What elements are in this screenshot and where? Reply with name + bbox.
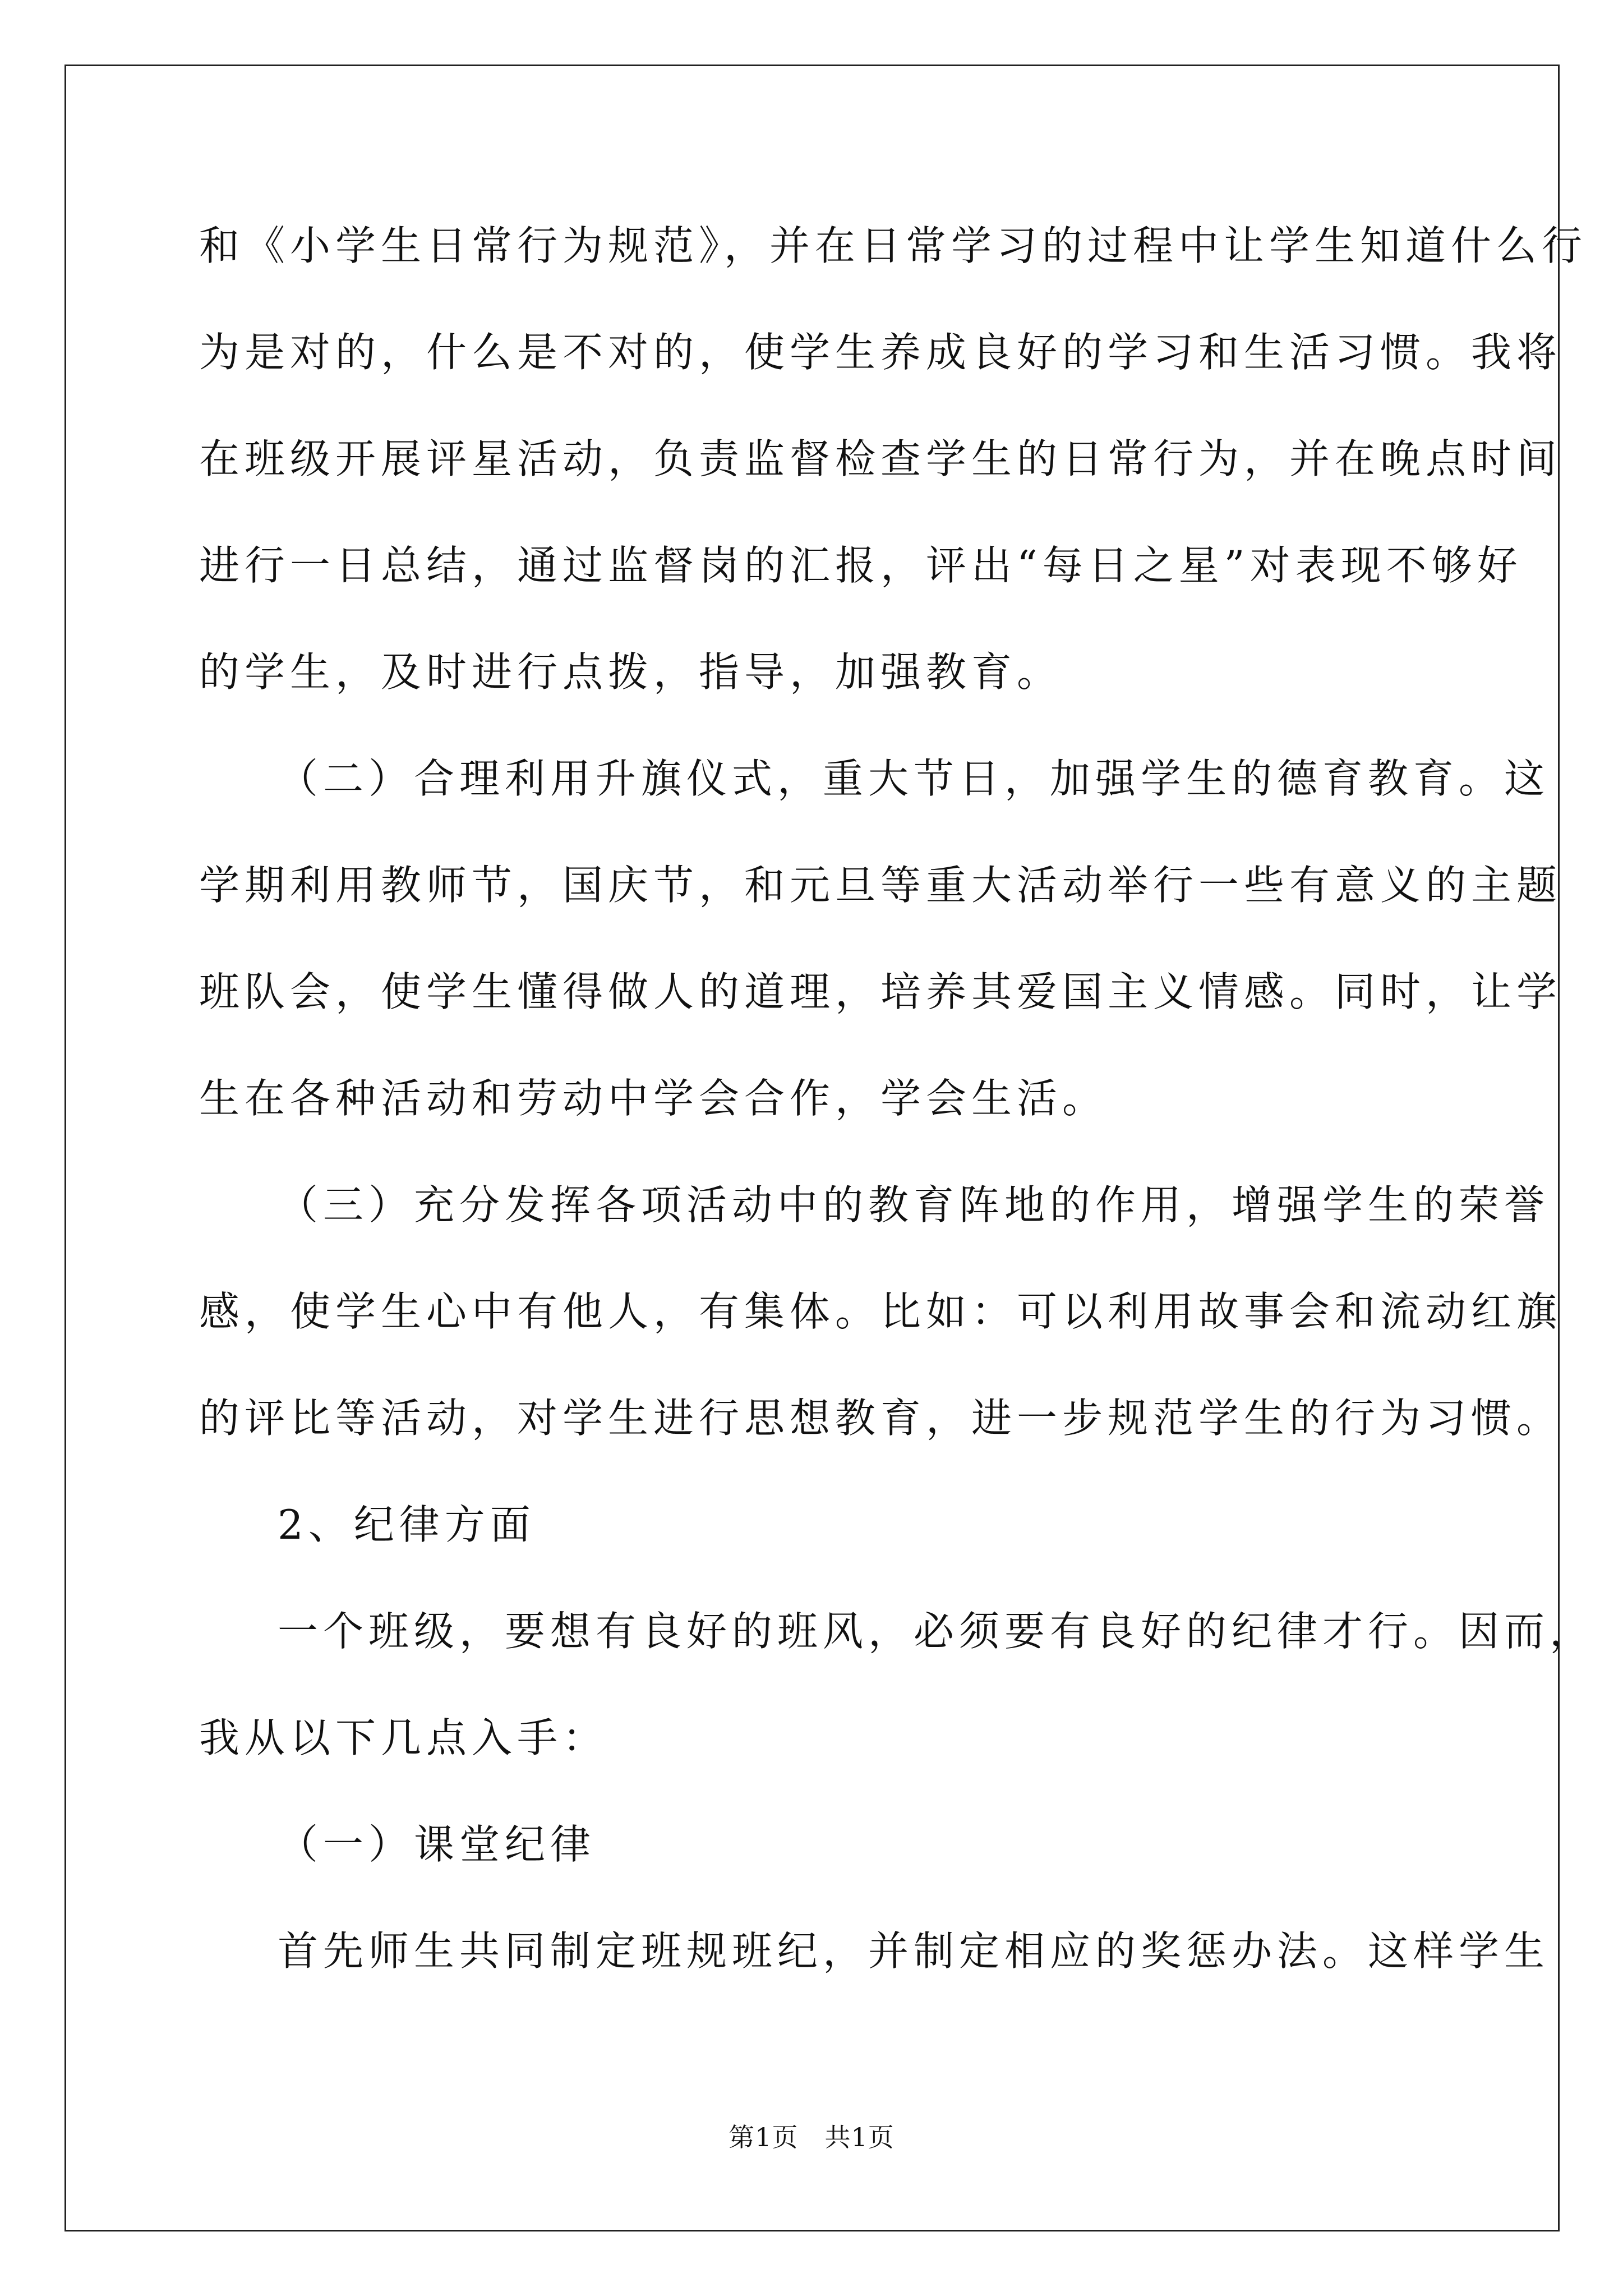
text-line-12: 的评比等活动，对学生进行思想教育，进一步规范学生的行为习惯。 [199, 1395, 1562, 1442]
text-line-17: 首先师生共同制定班规班纪，并制定相应的奖惩办法。这样学生 [278, 1927, 1550, 1975]
page-number-current: 第1页 [728, 2122, 799, 2152]
page-footer [0, 2120, 1623, 2154]
text-line-9: 生在各种活动和劳动中学会合作，学会生活。 [199, 1075, 1108, 1122]
page-border [64, 65, 1560, 2231]
text-line-6: （二）合理利用升旗仪式，重大节日，加强学生的德育教育。这 [278, 755, 1550, 802]
text-line-1: 和《小学生日常行为规范》，并在日常学习的过程中让学生知道什么行 [199, 222, 1588, 269]
text-line-7: 学期利用教师节，国庆节，和元旦等重大活动举行一些有意义的主题 [199, 862, 1562, 909]
text-line-2: 为是对的，什么是不对的，使学生养成良好的学习和生活习惯。我将 [199, 329, 1562, 376]
text-line-8: 班队会，使学生懂得做人的道理，培养其爱国主义情感。同时，让学 [199, 968, 1562, 1015]
text-line-10: （三）充分发挥各项活动中的教育阵地的作用，增强学生的荣誉 [278, 1181, 1550, 1228]
text-line-11: 感，使学生心中有他人，有集体。比如：可以利用故事会和流动红旗 [199, 1288, 1562, 1335]
section-heading-discipline: 2、纪律方面 [278, 1501, 536, 1548]
text-line-4: 进行一日总结，通过监督岗的汇报，评出“每日之星”对表现不够好 [199, 542, 1523, 589]
page-number-total: 共1页 [824, 2122, 895, 2152]
text-line-15: 我从以下几点入手： [199, 1714, 608, 1761]
text-line-3: 在班级开展评星活动，负责监督检查学生的日常行为，并在晚点时间 [199, 435, 1562, 482]
text-line-5: 的学生，及时进行点拨，指导，加强教育。 [199, 648, 1063, 696]
subheading-classroom-discipline: （一）课堂纪律 [278, 1821, 596, 1868]
text-line-14: 一个班级，要想有良好的班风，必须要有良好的纪律才行。因而， [278, 1608, 1596, 1655]
